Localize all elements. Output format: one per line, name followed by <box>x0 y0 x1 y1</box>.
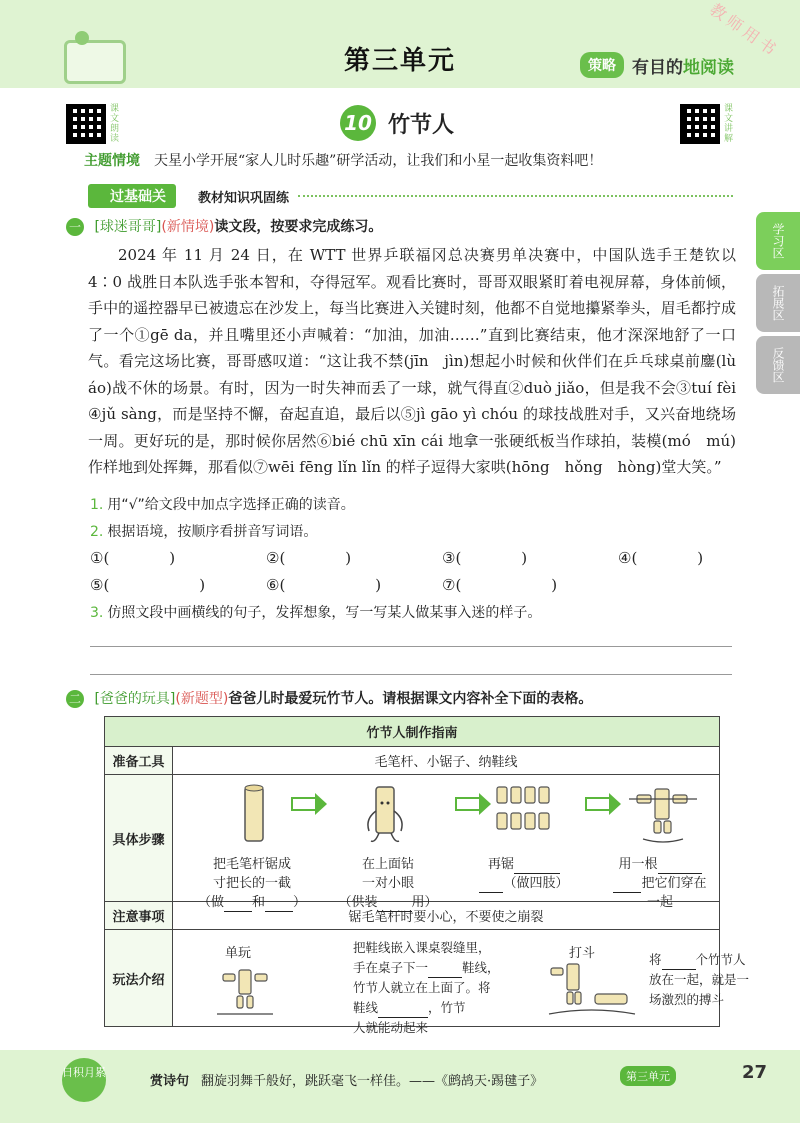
row-label-steps: 具体步骤 <box>105 775 173 902</box>
bamboo-figure-icon <box>359 783 411 847</box>
fill-blank[interactable] <box>378 1005 428 1018</box>
step-2-text: 在上面钻 一对小眼 （供装 用） <box>338 857 438 910</box>
strategy-text: 有目的地阅读 <box>632 57 734 78</box>
row-value-note: 锯毛笔杆时要小心，不要使之崩裂 <box>173 902 720 930</box>
bamboo-man-icon <box>623 783 703 847</box>
question-2-tag: [爸爸的玩具] <box>94 691 176 707</box>
steps-cell <box>173 775 720 910</box>
lesson-number: 10 <box>340 105 376 141</box>
step-4-text: 用一根 把它们穿在 一起 <box>605 855 715 912</box>
fill-blank[interactable] <box>224 899 252 912</box>
bamboo-tube-icon <box>239 783 269 847</box>
fill-blank[interactable] <box>479 880 503 893</box>
play-fight-text: 将 个竹节人 放在一起，就是一 场激烈的搏斗 <box>649 952 750 1007</box>
answer-blank[interactable]: ①( ) <box>90 549 176 567</box>
theme-label: 主题情境 <box>84 153 140 169</box>
row-label-note: 注意事项 <box>105 902 173 930</box>
question-2-number: 二 <box>66 690 84 708</box>
qr-left-caption: 课文朗读 <box>110 104 120 144</box>
answer-blanks-row-1[interactable] <box>90 547 794 568</box>
section-subtitle: 教材知识巩固练 <box>198 191 290 206</box>
question-1-tag2: (新情境) <box>161 219 215 235</box>
theme-line <box>84 150 602 170</box>
answer-blank[interactable]: ⑦( ) <box>442 576 558 594</box>
guide-table <box>104 716 750 1035</box>
tab-feedback[interactable]: 反馈区 <box>756 336 800 394</box>
play-single-text: 把鞋线嵌入课桌裂缝里， 手在桌子下一 鞋线， 竹节人就立在上面了。将 鞋线 ，竹节 人就能动起来 <box>353 940 500 1035</box>
question-2-tag2: (新题型) <box>175 691 229 707</box>
strategy-label <box>580 52 734 78</box>
qr-code-right-icon[interactable] <box>680 104 720 144</box>
fill-blank[interactable] <box>658 861 702 874</box>
step-arrow-icon <box>455 797 479 811</box>
step-3-text: 再锯 （做四肢） <box>469 855 579 893</box>
lesson-heading <box>340 105 454 141</box>
sub-question-1: 1. 用“√”给文段中加点字选择正确的读音。 <box>90 497 355 513</box>
fill-blank[interactable] <box>428 965 462 978</box>
question-1-prompt: 读文段，按要求完成练习。 <box>214 219 383 235</box>
question-1-heading <box>66 216 382 236</box>
answer-blank[interactable]: ⑤( ) <box>90 576 206 594</box>
answer-blank[interactable]: ②( ) <box>266 549 352 567</box>
page-number: 27 <box>742 1062 768 1083</box>
poem-text: 翻旋羽舞千般好，跳跃毫飞一样佳。——《鹧鸪天·踢毽子》 <box>201 1074 544 1089</box>
page-footer <box>0 1050 800 1123</box>
sub-question-3: 3. 仿照文段中画横线的句子，发挥想象，写一写某人做某事入迷的样子。 <box>90 605 542 621</box>
answer-blank[interactable]: ④( ) <box>618 549 704 567</box>
section-bar <box>88 184 733 206</box>
writing-line[interactable] <box>90 646 732 647</box>
question-2-prompt: 爸爸儿时最爱玩竹节人。请根据课文内容补全下面的表格。 <box>228 691 593 707</box>
single-play-figure-icon <box>215 964 275 1018</box>
play-fight-title: 打斗 <box>569 946 596 961</box>
unit-title: 第三单元 <box>343 46 456 76</box>
answer-blank[interactable]: ③( ) <box>442 549 528 567</box>
theme-text: 天星小学开展“家人儿时乐趣”研学活动，让我们和小星一起收集资料吧！ <box>154 153 603 169</box>
strategy-badge: 策略 <box>580 52 624 78</box>
step-arrow-icon <box>585 797 609 811</box>
row-label-tools: 准备工具 <box>105 747 173 775</box>
sub-question-2: 2. 根据语境，按顺序看拼音写词语。 <box>90 524 318 540</box>
section-divider <box>298 195 733 197</box>
poem-label: 赏诗句 <box>150 1074 190 1089</box>
bamboo-pieces-icon <box>495 783 555 839</box>
fill-blank[interactable] <box>662 957 696 970</box>
passage-paragraph: 2024 年 11 月 24 日，在 WTT 世界乒联福冈总决赛男单决赛中，中国队选手王楚钦以 4∶0 战胜日本队选手张本智和，夺得冠军。观看比赛时，哥哥双眼紧盯着电视屏幕，身体前倾，手中的遥控器早已被遗忘在沙发上，每当比赛进入关键时刻，他都不自觉地攥紧拳头，眉毛都拧成了一个①gē da，并且嘴里还小声喊着：“加油，加油……”直到比赛结束，他才深深地舒了一口气。看完这场比赛，哥哥感叹道：“这让我不禁(jīn jìn)想起小时候和伙伴们在乒乓球桌前鏖(lù áo)战不休的场景。有时，因为一时失神而丢了一球，就气得直②duò jiǎo，但是我不会③tuí fèi ④jǔ sàng，而是坚持不懈，奋起直追，最后以⑤jì gāo yì chóu 的球技战胜对手，又兴奋地绕场一周。更好玩的是，那时候你居然⑥bié chū xīn cái 地拿一张硬纸板当作球拍，装模(mó mú)作样地到处挥舞，那看似⑦wēi fēng lǐn lǐn 的样子逗得大家哄(hōng hǒng hòng)堂大笑。” <box>88 246 752 476</box>
page-header <box>0 0 800 88</box>
step-1-text: 把毛笔杆锯成 寸把长的一截 （做 和 ） <box>197 857 307 910</box>
play-cell <box>173 930 750 1035</box>
footer-poem <box>150 1070 543 1089</box>
question-1-number: 一 <box>66 218 84 236</box>
fill-blank[interactable] <box>613 880 641 893</box>
lesson-title: 竹节人 <box>388 112 455 138</box>
qr-code-left-icon[interactable] <box>66 104 106 144</box>
footer-unit-label: 第三单元 <box>620 1066 676 1086</box>
writing-line[interactable] <box>90 674 732 675</box>
reading-passage <box>88 242 752 481</box>
step-arrow-icon <box>291 797 315 811</box>
question-2-heading <box>66 688 592 708</box>
row-value-tools: 毛笔杆、小锯子、纳鞋线 <box>173 747 720 775</box>
fill-blank[interactable] <box>514 861 560 874</box>
tab-extend[interactable]: 拓展区 <box>756 274 800 332</box>
corner-watermark: 教师用书 <box>706 0 783 62</box>
side-tabs <box>756 212 800 398</box>
fight-play-figure-icon <box>547 960 637 1018</box>
section-badge: 过基础关 <box>88 184 176 208</box>
question-1-tag: [球迷哥哥] <box>94 219 162 235</box>
answer-blanks-row-2[interactable] <box>90 574 618 595</box>
play-single-title: 单玩 <box>225 946 252 961</box>
fill-blank[interactable] <box>378 899 412 912</box>
answer-blank[interactable]: ⑥( ) <box>266 576 382 594</box>
row-label-play: 玩法介绍 <box>105 930 173 1027</box>
footer-badge: 日积月累 <box>62 1058 106 1102</box>
tab-study[interactable]: 学习区 <box>756 212 800 270</box>
table-title: 竹节人制作指南 <box>105 717 720 747</box>
fill-blank[interactable] <box>265 899 293 912</box>
qr-right-caption: 课文讲解 <box>724 104 734 144</box>
